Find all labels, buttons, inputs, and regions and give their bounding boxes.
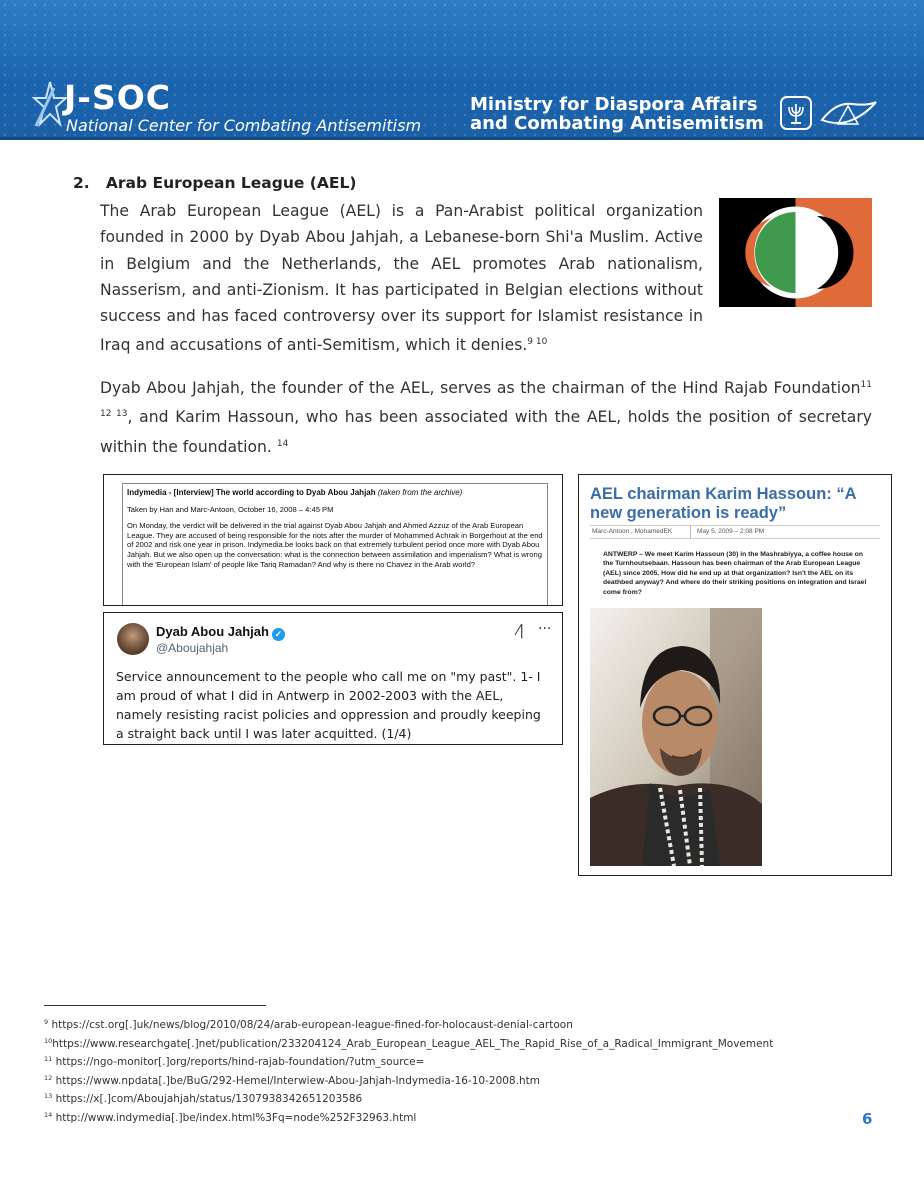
foundation-text-a: Dyab Abou Jahjah, the founder of the AEL, serves as the chairman of the Hind Rajab Foundation — [100, 379, 861, 398]
footnote-link[interactable]: https://ngo-monitor[.]org/reports/hind-rajab-foundation/?utm_source= — [55, 1056, 425, 1069]
footnote-13: $^{13}$ https://x[.]com/Aboujahjah/status/1307938342651203586 — [44, 1092, 363, 1106]
more-options-icon: ··· — [538, 621, 552, 637]
foundation-paragraph — [100, 372, 872, 460]
article-authors: Marc-Antoon , MohamedEK — [592, 528, 673, 535]
section-title: Arab European League (AEL) — [105, 174, 357, 192]
section-number: 2. — [73, 174, 90, 192]
footnote-11: $^{11}$ https://ngo-monitor[.]org/reports/hind-rajab-foundation/?utm_source= — [44, 1055, 425, 1069]
footnote-12: $^{12}$ https://www.npdata[.]be/BuG/292-Hemel/Interwiew-Abou-Jahjah-Indymedia-16-10-2008.htm — [44, 1073, 540, 1087]
ministry-logo-icon — [818, 98, 880, 128]
menorah-emblem-icon — [780, 96, 812, 130]
tweet-author: Dyab Abou Jahjah ✓ — [156, 624, 285, 641]
page-number: 6 — [862, 1110, 873, 1128]
footnote-10: $^{10}$https://www.researchgate[.]net/publication/233204124_Arab_European_League_AEL_The_Rapid_Rise_of_a_Radical_Immigrant_Movement — [44, 1036, 774, 1050]
tweet-text: Service announcement to the people who call me on "my past". 1- I am proud of what I did in Antwerp in 2002-2003 with the AEL, namely resisting racist policies and oppression and proudly keeping a straight back until I was later acquitted. (1/4) — [116, 669, 541, 741]
footnotes — [44, 1015, 773, 1127]
footnote-link[interactable]: https://cst.org[.]uk/news/blog/2010/08/24/arab-european-league-fined-for-holocaust-denial-cartoon — [51, 1019, 573, 1031]
footnote-ref-11-13: 11 12 13 — [100, 380, 872, 420]
article-date: May 5, 2009 – 2:08 PM — [690, 526, 764, 538]
ael-description-paragraph — [100, 198, 703, 359]
jsoc-star-icon — [32, 80, 68, 128]
hassoun-article-screenshot — [578, 474, 892, 876]
footnote-link[interactable]: https://x[.]com/Aboujahjah/status/1307938342651203586 — [55, 1093, 363, 1106]
indymedia-screenshot — [103, 474, 563, 606]
ministry-line-2: and Combating Antisemitism — [470, 113, 764, 134]
article-meta — [590, 525, 880, 539]
footnote-14: $^{14}$ http://www.indymedia[.]be/index.html%3Fq=node%252F32963.html — [44, 1110, 417, 1124]
footnote-link[interactable]: http://www.indymedia[.]be/index.html%3Fq=node%252F32963.html — [55, 1111, 417, 1124]
indymedia-article — [122, 483, 548, 606]
indymedia-byline: Taken by Han and Marc-Antoon, October 16, 2008 – 4:45 PM — [127, 504, 334, 514]
verified-badge-icon: ✓ — [272, 628, 285, 641]
article-title: AEL chairman Karim Hassoun: “A new generation is ready” — [590, 485, 856, 522]
ministry-line-1: Ministry for Diaspora Affairs — [470, 94, 758, 115]
section-heading — [73, 174, 356, 192]
ael-description-text: The Arab European League (AEL) is a Pan-Arabist political organization founded in 2000 by Dyab Abou Jahjah, a Lebanese-born Shi'a Muslim. Active in Belgium and the Netherlands, the AEL promotes Arab nationalism, Nasserism, and anti-Zionism. It has participated in Belgian elections without success and has faced controversy over its support for Islamist resistance in Iraq and accusations of anti-Semitism, which it denies. — [100, 202, 703, 355]
tweet-handle: @Aboujahjah — [156, 641, 229, 655]
tweet-screenshot — [103, 612, 563, 745]
article-intro: ANTWERP – We meet Karim Hassoun (30) in the Mashrabiyya, a coffee house on the Turnhoutsebaan. Hassoun has been chairman of the Arab European League (AEL) since 2005. How did he end up at that organization? Isn't the AEL on its deathbed anyway? And where do their striking positions on integration and Israel come from? — [603, 551, 867, 596]
footnote-ref-9-10: 9 10 — [527, 337, 548, 348]
footnote-ref-14: 14 — [276, 438, 289, 449]
indymedia-title: Indymedia - [Interview] The world according to Dyab Abou Jahjah (taken from the archive) — [127, 488, 463, 497]
footnote-link[interactable]: https://www.researchgate[.]net/publication/233204124_Arab_European_League_AEL_The_Rapid_Rise_of_a_Radical_Immigrant_Movement — [52, 1037, 774, 1050]
page-header — [0, 0, 924, 140]
footnote-9: $^9$ https://cst.org[.]uk/news/blog/2010/08/24/arab-european-league-fined-for-holocaust-denial-cartoon — [44, 1018, 573, 1031]
footnote-divider — [44, 1005, 266, 1006]
jsoc-title: J-SOC — [64, 78, 172, 117]
karim-hassoun-photo — [590, 608, 762, 866]
ael-flag-image — [719, 198, 872, 307]
grok-icon: ⁄| — [517, 623, 525, 639]
jsoc-subtitle: National Center for Combating Antisemitism — [66, 116, 422, 135]
ministry-name — [470, 95, 764, 133]
avatar — [117, 623, 149, 655]
foundation-text-b: , and Karim Hassoun, who has been associated with the AEL, holds the position of secretary within the foundation. — [100, 408, 872, 457]
header-bottom-border — [0, 137, 924, 140]
indymedia-title-note: (taken from the archive) — [377, 488, 463, 497]
footnote-link[interactable]: https://www.npdata[.]be/BuG/292-Hemel/Interwiew-Abou-Jahjah-Indymedia-16-10-2008.htm — [55, 1074, 540, 1087]
indymedia-body: On Monday, the verdict will be delivered in the trial against Dyab Abou Jahjah and Ahmed Azzuz of the Arab European League. They are accused of being responsible for the riots after the murder of Mohammed Achrak in Borgerhout at the end of 2002 and risk one year in prison. Indymedia.be looks back on that extremely turbulent period once more with Dyab Abou Jahjah. But we also open up the conversation: what is the connection between assimilation and imperialism? What is wrong with the 'European Islam' of people like Tariq Ramadan? And why is there no Chavez in the Arab world? — [127, 521, 543, 569]
